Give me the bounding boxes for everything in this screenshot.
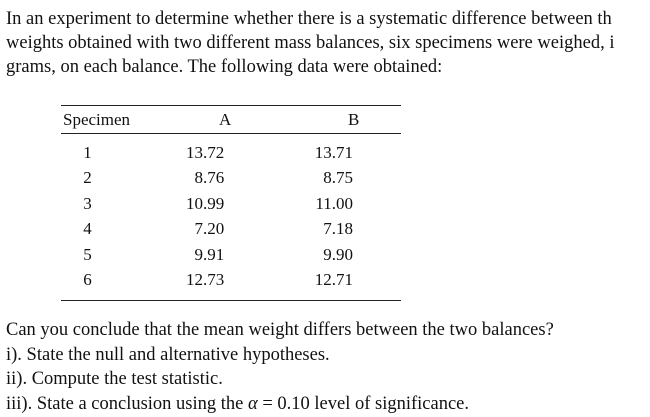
- balance-a-cell: 13.72: [186, 142, 225, 162]
- intro-line-1: In an experiment to determine whether there is a systematic difference between th: [6, 9, 612, 29]
- balance-a-cell: 12.73: [186, 270, 225, 290]
- balance-a-cell: 8.76: [194, 168, 225, 188]
- question-part-iii-suffix: = 0.10 level of significance.: [257, 393, 470, 414]
- table-body: [61, 134, 401, 301]
- specimen-cell: 3: [83, 193, 92, 213]
- question-list: [6, 318, 554, 416]
- intro-line-2: weights obtained with two different mass balances, six specimens were weighed, i: [6, 33, 615, 53]
- weights-table: [61, 105, 401, 301]
- specimen-cell: 4: [83, 219, 92, 239]
- table-row: [61, 268, 401, 301]
- table-header: [61, 106, 401, 134]
- table-row: [61, 166, 401, 192]
- balance-b-cell: 13.71: [314, 142, 353, 162]
- header-specimen: Specimen: [63, 109, 131, 129]
- specimen-cell: 5: [83, 244, 92, 264]
- question-part-ii: ii). Compute the test statistic.: [6, 369, 223, 389]
- balance-b-cell: 11.00: [315, 193, 353, 213]
- table-row: [61, 191, 401, 217]
- table-row: [61, 134, 401, 166]
- question-part-iii: [6, 392, 554, 417]
- header-balance-b: B: [347, 109, 360, 129]
- balance-a-cell: 7.20: [194, 219, 225, 239]
- question-part-iii-prefix: iii). State a conclusion using the: [6, 393, 248, 414]
- specimen-cell: 6: [83, 270, 92, 290]
- balance-a-cell: 9.91: [194, 244, 225, 264]
- intro-line-3: grams, on each balance. The following data were obtained:: [6, 57, 443, 77]
- specimen-cell: 1: [83, 142, 92, 162]
- table-row: [61, 217, 401, 243]
- balance-b-cell: 12.71: [314, 270, 353, 290]
- question-main: Can you conclude that the mean weight differs between the two balances?: [6, 320, 554, 340]
- balance-a-cell: 10.99: [186, 193, 225, 213]
- table-header-row: [61, 106, 401, 134]
- table-row: [61, 242, 401, 268]
- balance-b-cell: 7.18: [323, 219, 353, 239]
- question-part-i: i). State the null and alternative hypotheses.: [6, 344, 330, 365]
- specimen-cell: 2: [83, 168, 92, 188]
- balance-b-cell: 8.75: [323, 168, 353, 188]
- header-balance-a: A: [219, 109, 232, 129]
- alpha-symbol: α: [248, 393, 258, 414]
- problem-intro: [6, 7, 650, 79]
- balance-b-cell: 9.90: [323, 244, 353, 264]
